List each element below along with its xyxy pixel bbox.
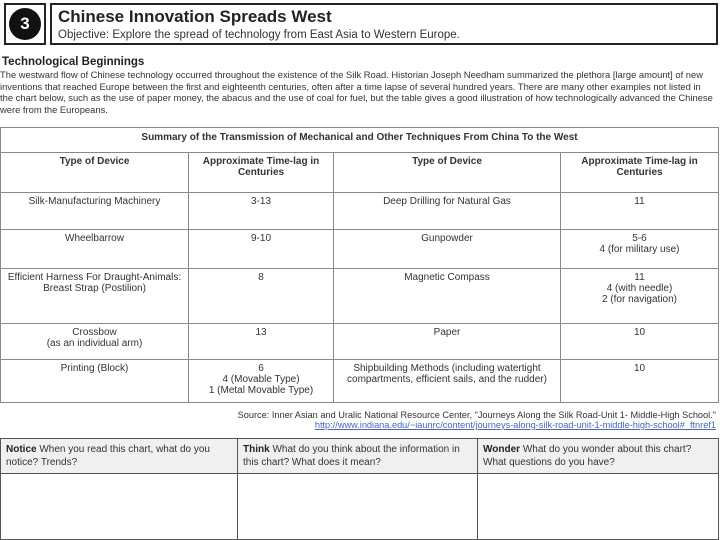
page-title: Chinese Innovation Spreads West <box>58 7 332 26</box>
source-text: Source: Inner Asian and Uralic National Resource Center, "Journeys Along the Silk Road-Unit 1- Middle-High School." <box>237 410 716 420</box>
lag-cell: 10 <box>561 324 719 360</box>
table-row <box>1 324 719 360</box>
device-cell: Gunpowder <box>334 230 561 269</box>
transmission-table <box>0 127 719 403</box>
lag-cell: 11 <box>561 193 719 230</box>
title-box <box>50 3 718 45</box>
device-cell: Shipbuilding Methods (including watertight compartments, efficient sails, and the rudder) <box>334 360 561 403</box>
device-cell: Wheelbarrow <box>1 230 189 269</box>
table-row <box>1 193 719 230</box>
column-header: Type of Device <box>1 153 189 193</box>
lag-cell: 6 4 (Movable Type) 1 (Metal Movable Type) <box>189 360 334 403</box>
table-row <box>1 360 719 403</box>
wonder-answer-area[interactable] <box>478 474 719 540</box>
header <box>0 0 720 52</box>
device-cell: Paper <box>334 324 561 360</box>
lag-cell: 5-6 4 (for military use) <box>561 230 719 269</box>
notice-prompt: Notice When you read this chart, what do you notice? Trends? <box>1 439 238 474</box>
section-heading: Technological Beginnings <box>2 56 145 68</box>
device-cell: Printing (Block) <box>1 360 189 403</box>
column-header: Approximate Time-lag in Centuries <box>189 153 334 193</box>
device-cell: Magnetic Compass <box>334 269 561 324</box>
table-row <box>1 230 719 269</box>
lesson-number-badge <box>4 3 46 45</box>
objective: Objective: Explore the spread of technology from East Asia to Western Europe. <box>58 29 460 41</box>
device-cell: Silk-Manufacturing Machinery <box>1 193 189 230</box>
lag-cell: 10 <box>561 360 719 403</box>
device-cell: Deep Drilling for Natural Gas <box>334 193 561 230</box>
intro-paragraph: The westward flow of Chinese technology occurred throughout the existence of the Silk Road. Historian Joseph Needham summarized the plethora [large amount] of new inventions that reached Europe between the first and eighteenth centuries, often after a time lapse of several hundred years. There are many other examples not listed in the chart below, such as the use of paper money, the abacus and the use of coal for fuel, but the table gives a good illustration of how technologically advanced the Chinese were from the Europeans. <box>0 69 713 115</box>
notice-think-wonder-table <box>0 438 719 540</box>
table-row <box>1 269 719 324</box>
notice-answer-area[interactable] <box>1 474 238 540</box>
think-prompt: Think What do you think about the information in this chart? What does it mean? <box>238 439 478 474</box>
column-header: Type of Device <box>334 153 561 193</box>
think-answer-area[interactable] <box>238 474 478 540</box>
lag-cell: 9-10 <box>189 230 334 269</box>
device-cell: Crossbow (as an individual arm) <box>1 324 189 360</box>
lag-cell: 13 <box>189 324 334 360</box>
source-link[interactable]: http://www.indiana.edu/~iaunrc/content/journeys-along-silk-road-unit-1-middle-high-school#_ftnref1 <box>314 420 716 430</box>
wonder-prompt: Wonder What do you wonder about this chart? What questions do you have? <box>478 439 719 474</box>
lag-cell: 11 4 (with needle) 2 (for navigation) <box>561 269 719 324</box>
table-title: Summary of the Transmission of Mechanical and Other Techniques From China To the West <box>1 128 719 153</box>
device-cell: Efficient Harness For Draught-Animals: Breast Strap (Postilion) <box>1 269 189 324</box>
column-header: Approximate Time-lag in Centuries <box>561 153 719 193</box>
lag-cell: 3-13 <box>189 193 334 230</box>
lesson-number: 3 <box>9 8 41 40</box>
source-citation <box>238 410 716 430</box>
lag-cell: 8 <box>189 269 334 324</box>
